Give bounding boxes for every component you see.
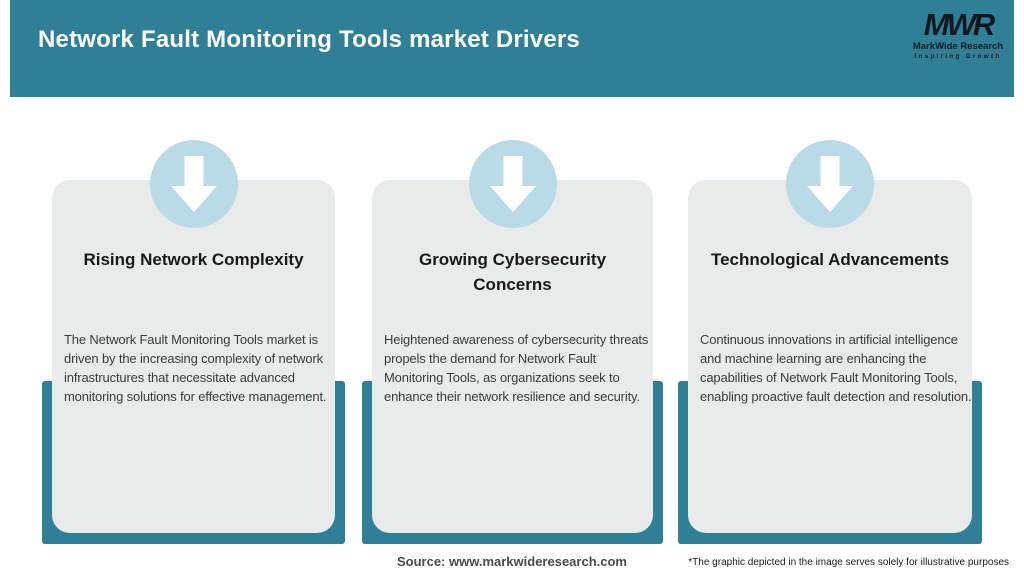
page-title: Network Fault Monitoring Tools market Drivers [38,26,580,53]
driver-card-rising-network-complexity [42,140,345,544]
driver-card-growing-cybersecurity-concerns [362,140,663,544]
arrow-badge [150,140,238,228]
disclaimer-text: *The graphic depicted in the image serves solely for illustrative purposes [688,557,1009,568]
logo-tagline: Inspiring Growth [914,53,1002,60]
down-arrow-icon [807,156,853,212]
arrow-badge [469,140,557,228]
card-title: Growing Cybersecurity Concerns [418,250,607,294]
source-text: Source: www.markwideresearch.com [396,554,627,569]
header-bar [10,0,1014,97]
card-body: The Network Fault Monitoring Tools market is driven by the increasing complexity of network infrastructures that necessitate advanced monitoring solutions for effective management. [64,332,327,404]
down-arrow-icon [171,156,217,212]
card-body: Continuous innovations in artificial intelligence and machine learning are enhancing the capabilities of Network Fault Monitoring Tools, enabling proactive fault detection and resolution. [700,332,972,404]
driver-card-technological-advancements [678,140,982,544]
card-title: Technological Advancements [710,250,950,269]
logo-name: MarkWide Research [912,41,1004,52]
arrow-badge [786,140,874,228]
card-panel [688,180,972,533]
logo-monogram-icon: MWR [923,7,993,42]
card-title: Rising Network Complexity [83,250,304,269]
card-body: Heightened awareness of cybersecurity threats propels the demand for Network Fault Monitoring Tools, as organizations seek to enhance their network resilience and security. [384,332,649,404]
markwide-logo [910,9,1006,60]
card-panel [52,180,335,533]
down-arrow-icon [490,156,536,212]
card-panel [372,180,653,533]
